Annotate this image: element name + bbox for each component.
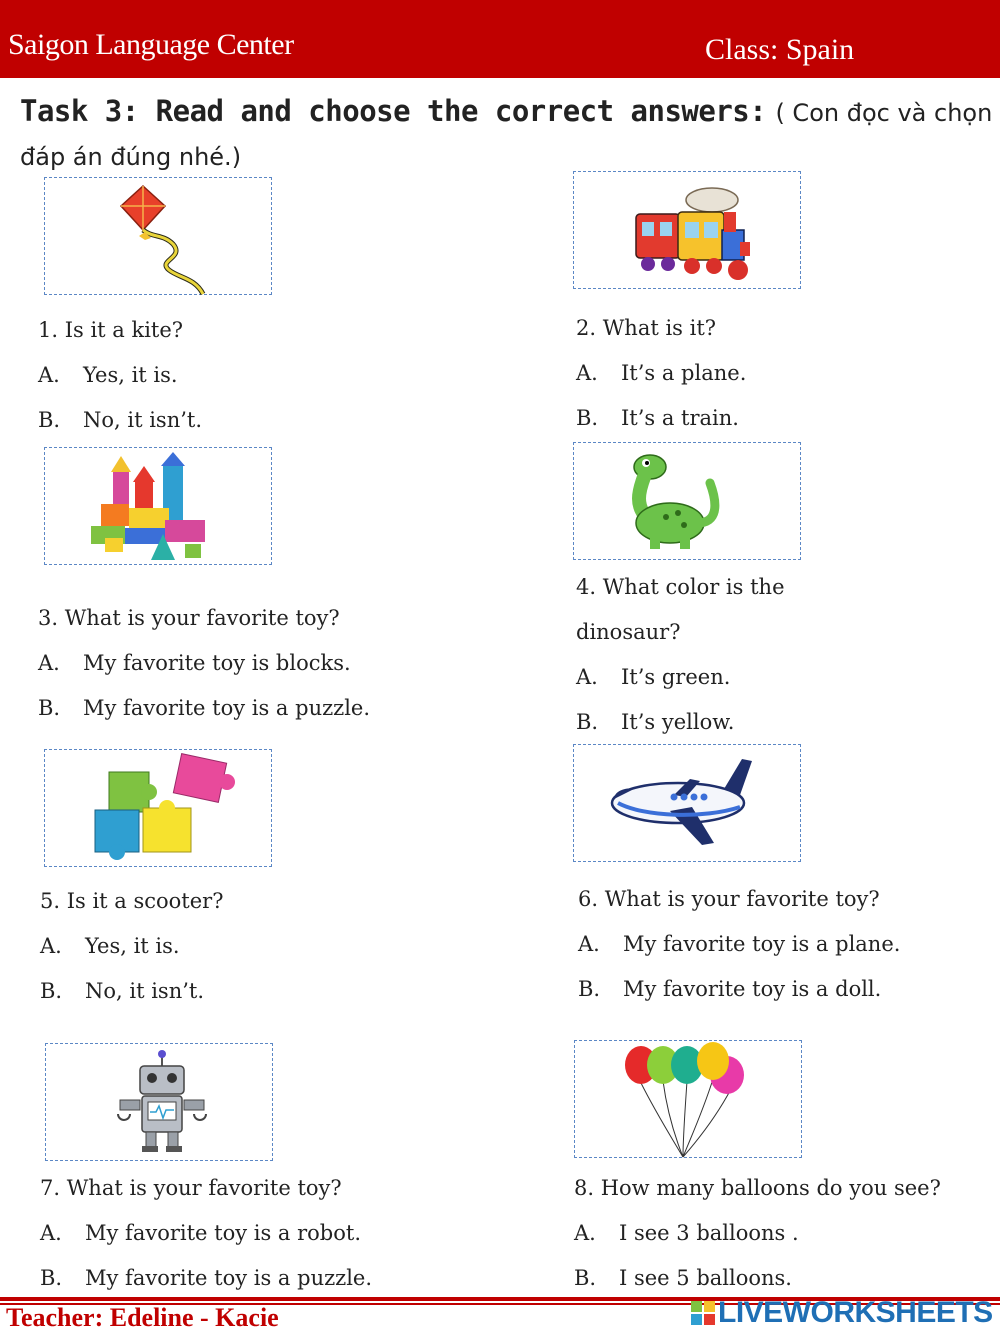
train-image — [573, 171, 801, 289]
q2-option-a-text: It’s a plane. — [621, 361, 747, 385]
question-6: 6. What is your favorite toy? — [578, 887, 880, 911]
brand-name: LIVEWORKSHEETS — [718, 1296, 993, 1329]
teacher-name: Teacher: Edeline - Kacie — [6, 1303, 279, 1332]
q4-option-a-text: It’s green. — [621, 665, 731, 689]
q3-option-b-label: B. — [38, 696, 61, 720]
class-label: Class: Spain — [705, 33, 855, 66]
q4-option-b-text: It’s yellow. — [621, 710, 735, 734]
dinosaur-image — [573, 442, 801, 560]
q6-option-b-label: B. — [578, 977, 601, 1001]
q7-option-b-text: My favorite toy is a puzzle. — [85, 1266, 373, 1290]
task-note: ( Con đọc và chọn đáp án đúng nhé.) — [20, 99, 993, 171]
q4-option-b[interactable] — [576, 710, 734, 734]
q5-option-a[interactable] — [40, 934, 180, 958]
q3-option-b-text: My favorite toy is a puzzle. — [83, 696, 371, 720]
q2-option-b-label: B. — [576, 406, 599, 430]
q8-option-b[interactable] — [574, 1266, 792, 1290]
q1-option-b-text: No, it isn’t. — [83, 408, 203, 432]
q3-option-a-text: My favorite toy is blocks. — [83, 651, 351, 675]
task-instruction — [20, 90, 995, 178]
q4-option-a[interactable] — [576, 665, 730, 689]
q5-option-b-label: B. — [40, 979, 63, 1003]
kite-image — [44, 177, 272, 295]
balloons-image — [574, 1040, 802, 1158]
q1-option-a-label: A. — [38, 363, 60, 387]
q2-option-b[interactable] — [576, 406, 739, 430]
question-4-continued: dinosaur? — [576, 620, 681, 644]
q3-option-a-label: A. — [38, 651, 60, 675]
q7-option-b-label: B. — [40, 1266, 63, 1290]
q4-option-a-label: A. — [576, 665, 598, 689]
q3-option-b[interactable] — [38, 696, 370, 720]
q6-option-b-text: My favorite toy is a doll. — [623, 977, 882, 1001]
q1-option-b-label: B. — [38, 408, 61, 432]
liveworksheets-icon — [690, 1300, 716, 1326]
q6-option-b[interactable] — [578, 977, 881, 1001]
liveworksheets-logo[interactable] — [690, 1296, 993, 1330]
question-8: 8. How many balloons do you see? — [574, 1176, 941, 1200]
q6-option-a-text: My favorite toy is a plane. — [623, 932, 901, 956]
q1-option-a-text: Yes, it is. — [83, 363, 178, 387]
question-5: 5. Is it a scooter? — [40, 889, 224, 913]
school-name: Saigon Language Center — [8, 28, 294, 61]
blocks-image — [44, 447, 272, 565]
question-4: 4. What color is the — [576, 575, 785, 599]
q5-option-b[interactable] — [40, 979, 204, 1003]
q4-option-b-label: B. — [576, 710, 599, 734]
q2-option-b-text: It’s a train. — [621, 406, 739, 430]
q8-option-a-label: A. — [574, 1221, 596, 1245]
q2-option-a-label: A. — [576, 361, 598, 385]
plane-image — [573, 744, 801, 862]
question-2: 2. What is it? — [576, 316, 717, 340]
robot-image — [45, 1043, 273, 1161]
q7-option-a-label: A. — [40, 1221, 62, 1245]
q8-option-a[interactable] — [574, 1221, 799, 1245]
q3-option-a[interactable] — [38, 651, 351, 675]
q6-option-a[interactable] — [578, 932, 900, 956]
q1-option-a[interactable] — [38, 363, 178, 387]
q7-option-a-text: My favorite toy is a robot. — [85, 1221, 362, 1245]
q5-option-b-text: No, it isn’t. — [85, 979, 205, 1003]
q5-option-a-label: A. — [40, 934, 62, 958]
q2-option-a[interactable] — [576, 361, 746, 385]
q5-option-a-text: Yes, it is. — [85, 934, 180, 958]
header-bar — [0, 0, 1000, 78]
q8-option-b-label: B. — [574, 1266, 597, 1290]
question-7: 7. What is your favorite toy? — [40, 1176, 342, 1200]
q6-option-a-label: A. — [578, 932, 600, 956]
q7-option-a[interactable] — [40, 1221, 361, 1245]
question-1: 1. Is it a kite? — [38, 318, 184, 342]
q8-option-a-text: I see 3 balloons . — [619, 1221, 799, 1245]
q8-option-b-text: I see 5 balloons. — [619, 1266, 792, 1290]
question-3: 3. What is your favorite toy? — [38, 606, 340, 630]
q1-option-b[interactable] — [38, 408, 202, 432]
q7-option-b[interactable] — [40, 1266, 372, 1290]
puzzle-image — [44, 749, 272, 867]
task-title: Task 3: Read and choose the correct answers: — [20, 94, 767, 128]
